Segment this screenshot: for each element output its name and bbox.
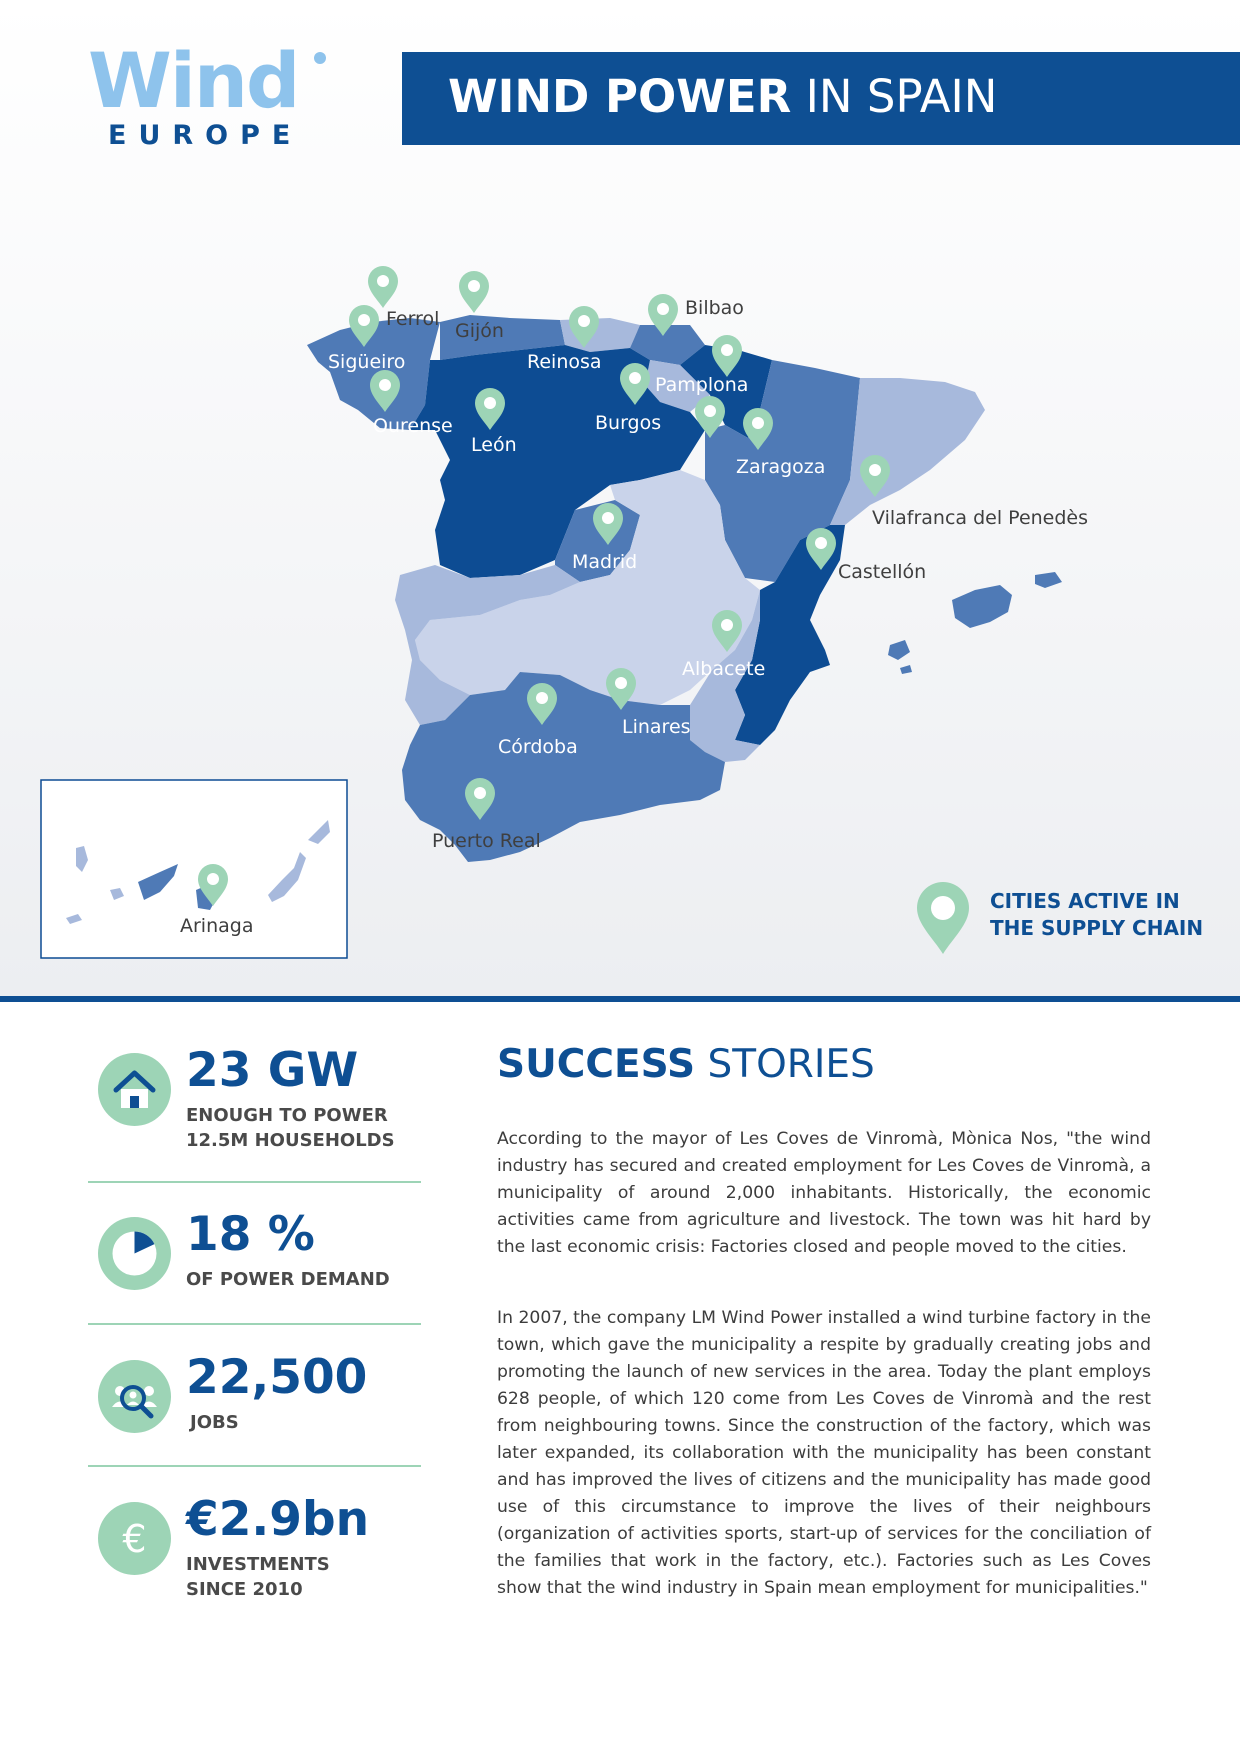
spain-map (0, 160, 1240, 980)
logo-wordmark: Wind (88, 36, 299, 125)
stat-label-line: OF POWER DEMAND (186, 1269, 390, 1290)
story-paragraph: According to the mayor of Les Coves de Vinromà, Mònica Nos, "the wind industry has secured and created employment for Les Coves de Vinromà, a municipality of around 2,000 inhabitants. Historically, the economic activities came from agriculture and livestock. The town was hit hard by the last economic crisis: Factories closed and people moved to the cities. (497, 1129, 1151, 1257)
legend-line: THE SUPPLY CHAIN (990, 916, 1204, 940)
city-label: Puerto Real (432, 830, 541, 852)
city-label: Albacete (682, 658, 766, 680)
stat-separator (88, 1323, 421, 1325)
stat-label-line: JOBS (190, 1412, 239, 1433)
city-label: Sigüeiro (328, 351, 406, 373)
logo-subtitle: EUROPE (108, 120, 303, 151)
windeurope-logo[interactable] (88, 36, 338, 154)
region-menorca (1035, 572, 1062, 588)
pie-icon (98, 1217, 171, 1290)
city-label: Pamplona (655, 374, 749, 396)
city-label: Reinosa (527, 351, 602, 373)
pin-gijon[interactable] (459, 271, 489, 313)
logo-dot (314, 52, 326, 64)
story-paragraph: In 2007, the company LM Wind Power installed a wind turbine factory in the town, which gave the municipality a respite by gradually creating jobs and promoting the launch of new services in the area. Today the plant employs 628 people, of which 120 come from Les Coves de Vinromà and the rest from neighbouring towns. Since the construction of the factory, which was later expanded, its collaboration with the municipality has been constant and has improved the lives of citizens and the municipality has made good use of this circumstance to improve the lives of their neighbours (organization of activities sports, start-up of services for the conciliation of the families that work in the factory, etc.). Factories such as Les Coves show that the wind industry in Spain mean employment for municipalities." (497, 1308, 1151, 1598)
stat-label (186, 1267, 446, 1292)
city-label: Vilafranca del Penedès (872, 507, 1089, 529)
region-galicia (307, 318, 440, 430)
stat-separator (88, 1181, 421, 1183)
stat-value: 22,500 (186, 1350, 368, 1405)
section-title (497, 1042, 875, 1087)
title-bold: WIND POWER (448, 70, 792, 123)
title-banner (402, 52, 1240, 145)
stat-label-line: INVESTMENTS (186, 1554, 330, 1575)
region-formentera (900, 665, 912, 674)
stat-label-line: ENOUGH TO POWER (186, 1105, 388, 1126)
city-label: Linares (622, 716, 691, 738)
region-ibiza (888, 640, 910, 660)
stat-value: €2.9bn (186, 1492, 370, 1547)
section-title-light: STORIES (707, 1042, 875, 1087)
house-icon (98, 1053, 171, 1126)
city-label: Bilbao (685, 297, 744, 319)
section-divider (0, 996, 1240, 1002)
stat-value: 18 % (186, 1207, 315, 1262)
legend-line: CITIES ACTIVE IN (990, 889, 1180, 913)
title-light: IN SPAIN (805, 70, 998, 123)
pin-ferrol[interactable] (368, 266, 398, 308)
city-label: Gijón (455, 320, 504, 342)
stat-label-line: 12.5M HOUSEHOLDS (186, 1130, 395, 1151)
city-label: Madrid (572, 551, 638, 573)
stat-label-line: SINCE 2010 (186, 1579, 303, 1600)
region-mallorca (952, 585, 1012, 628)
map-pin-icon (915, 880, 971, 956)
city-label: Castellón (838, 561, 927, 583)
city-label: Ourense (373, 415, 453, 437)
page-title (448, 70, 997, 123)
section-title-bold: SUCCESS (497, 1042, 696, 1087)
city-label: Zaragoza (736, 456, 826, 478)
city-label: Burgos (595, 412, 662, 434)
stat-label (186, 1103, 446, 1153)
city-label: León (471, 434, 517, 456)
map-legend (990, 888, 1220, 942)
stat-label (190, 1410, 450, 1435)
svg-text:€: € (122, 1517, 147, 1561)
city-label: Córdoba (498, 736, 578, 758)
city-label: Arinaga (180, 915, 254, 937)
people-search-icon (98, 1360, 171, 1433)
euro-icon (98, 1502, 171, 1575)
city-label: Ferrol (386, 308, 440, 330)
stat-value: 23 GW (186, 1043, 359, 1098)
stat-label (186, 1552, 446, 1602)
stat-separator (88, 1465, 421, 1467)
